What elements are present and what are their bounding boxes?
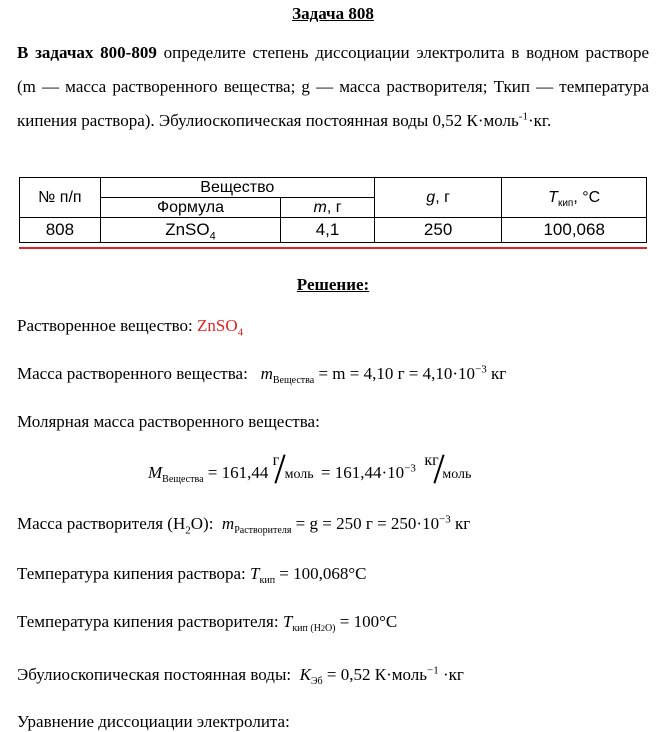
cell-g: 250	[374, 218, 502, 243]
solute-mass-line: Масса растворенного вещества: $m_{Вещества} = m = 4,10$ $г = 4,10\cdot 10^{-3}$ кг	[17, 363, 507, 386]
unit-g-per-mol: г моль	[272, 452, 314, 482]
solute-formula: ZnSO	[197, 316, 238, 335]
unit-kg-per-mol: кг моль	[424, 452, 472, 482]
cell-num: 808	[20, 218, 101, 243]
header-t: $T_{кип}$, °С	[502, 178, 647, 218]
solution-bp-line: Температура кипения раствора: $T_{кип} = 100,068^\circ C$	[17, 564, 367, 586]
header-num: № п/п	[20, 178, 101, 218]
task-data-table	[19, 177, 647, 243]
header-substance: Вещество	[100, 178, 374, 198]
cell-t: 100,068	[502, 218, 647, 243]
header-g: g, г	[374, 178, 502, 218]
task-range: В задачах 800-809	[17, 43, 157, 62]
task-statement	[17, 36, 649, 138]
solute-line: Растворенное вещество: ZnSO$_4$	[17, 316, 244, 339]
task-text-tail: ·кг.	[527, 111, 552, 130]
cell-formula: ZnSO$_4$	[100, 218, 280, 243]
solvent-bp-line: Температура кипения растворителя: $T_{кип (H2O)} = 100^\circ C$	[17, 612, 398, 634]
task-title: Задача 808	[292, 4, 374, 23]
cell-m: 4,1	[281, 218, 375, 243]
header-m: m, г	[281, 198, 375, 218]
molar-mass-formula: $M_{Вещества} = 161,44$ г моль = $161,44\cdot 10^{-3}$ кг моль	[148, 458, 474, 485]
header-formula: Формула	[100, 198, 280, 218]
red-underline	[19, 247, 647, 249]
ebullioscopic-line: Эбулиоскопическая постоянная воды: $K_{Эб} = 0,52$ К·моль$^{-1}$ ·кг	[17, 664, 464, 687]
task-text-exp: -1	[518, 110, 528, 123]
task-text: определите степень диссоциации электролита в водном растворе (m — масса растворенного вещества; g — масса растворителя; Ткип — температура кипения раствора). Эбулиоскопическая постоянная воды 0,52 К·моль	[17, 43, 649, 130]
solution-title: Решение:	[296, 275, 370, 294]
dissociation-label: Уравнение диссоциации электролита:	[17, 712, 290, 731]
solvent-mass-line: Масса растворителя $(H_2O)$: $m_{Растворителя} = g = 250$ $г = 250\cdot 10^{-3}$ кг	[17, 513, 471, 537]
molar-mass-label: Молярная масса растворенного вещества:	[17, 412, 320, 431]
